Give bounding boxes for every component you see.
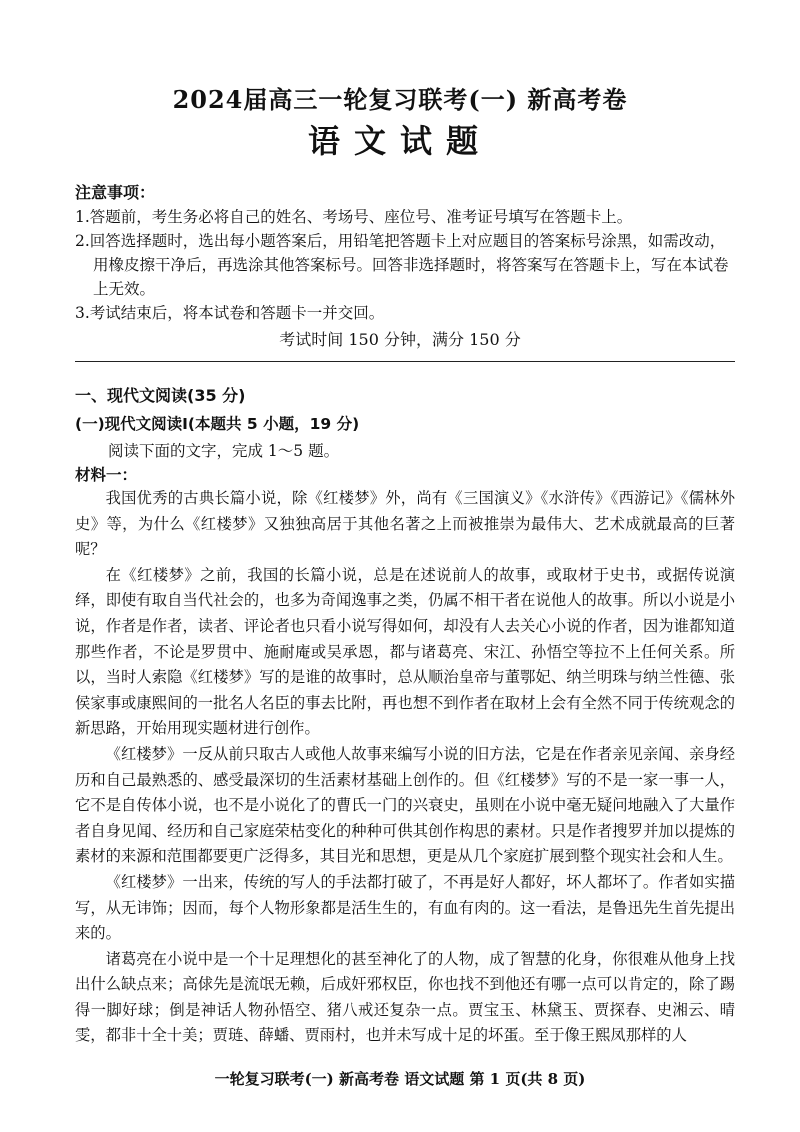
instruction: 阅读下面的文字，完成 1～5 题。: [108, 442, 340, 460]
subsection-heading: (一)现代文阅读Ⅰ(本题共 5 小题，19 分): [75, 415, 360, 433]
notice-item: 用橡皮擦干净后，再选涂其他答案标号。回答非选择题时，将答案写在答题卡上，写在本试卷: [93, 256, 729, 274]
divider: [75, 361, 735, 362]
passage-paragraph: 我国优秀的古典长篇小说，除《红楼梦》外，尚有《三国演义》《水浒传》《西游记》《儒林外史》等，为什么《红楼梦》又独独高居于其他名著之上而被推崇为最伟大、艺术成就最高的巨著呢？: [75, 489, 735, 559]
page-footer: 一轮复习联考(一) 新高考卷 语文试题 第 1 页(共 8 页): [214, 1070, 586, 1088]
notice-list: [75, 205, 735, 325]
exam-title: 2024届高三一轮复习联考(一) 新高考卷: [172, 85, 628, 114]
notice-item: 2.回答选择题时，选出每小题答案后，用铅笔把答题卡上对应题目的答案标号涂黑，如需改动，: [75, 232, 726, 250]
notice-item: 上无效。: [93, 280, 156, 298]
reading-passage: [75, 486, 735, 1049]
material-label: 材料一：: [75, 466, 138, 484]
passage-paragraph: 《红楼梦》一出来，传统的写人的手法都打破了，不再是好人都好，坏人都坏了。作者如实描写，从无讳饰；因而，每个人物形象都是活生生的，有血有肉的。这一看法，是鲁迅先生首先提出来的。: [75, 872, 735, 943]
passage-paragraph: 《红楼梦》一反从前只取古人或他人故事来编写小说的旧方法，它是在作者亲见亲闻、亲身经历和自己最熟悉的、感受最深切的生活素材基础上创作的。但《红楼梦》写的不是一家一事一人，它不是自传体小说，也不是小说化了的曹氏一门的兴衰史，虽则在小说中毫无疑问地融入了大量作者自身见闻、经历和自己家庭荣枯变化的种种可供其创作构思的素材。只是作者搜罗并加以提炼的素材的来源和范围都要更广泛得多，其目光和思想，更是从几个家庭扩展到整个现实社会和人生。: [75, 744, 735, 866]
section-heading: 一、现代文阅读(35 分): [75, 386, 246, 405]
exam-time: 考试时间 150 分钟，满分 150 分: [279, 330, 521, 349]
notice-item: 3.考试结束后，将本试卷和答题卡一并交回。: [75, 304, 385, 322]
notice-heading: 注意事项：: [75, 183, 156, 202]
subject-title: 语文试题: [307, 122, 492, 160]
notice-item: 1.答题前，考生务必将自己的姓名、考场号、座位号、准考证号填写在答题卡上。: [75, 208, 633, 226]
passage-paragraph: 在《红楼梦》之前，我国的长篇小说，总是在述说前人的故事，或取材于史书，或据传说演绎，即使有取自当代社会的，也多为奇闻逸事之类，仍属不相干者在说他人的故事。所以小说是小说，作者是作者，读者、评论者也只看小说写得如何，却没有人去关心小说的作者，因为谁都知道那些作者，不论是罗贯中、施耐庵或吴承恩，都与诸葛亮、宋江、孙悟空等拉不上任何关系。所以，当时人索隐《红楼梦》写的是谁的故事时，总从顺治皇帝与董鄂妃、纳兰明珠与纳兰性德、张侯家事或康熙间的一批名人名臣的事去比附，再也想不到作者在取材上会有全然不同于传统观念的新思路，开始用现实题材进行创作。: [75, 565, 735, 738]
passage-paragraph: 诸葛亮在小说中是一个十足理想化的甚至神化了的人物，成了智慧的化身，你很难从他身上找出什么缺点来；高俅先是流氓无赖，后成奸邪权臣，你也找不到他还有哪一点可以肯定的，除了踢得一脚好球；倒是神话人物孙悟空、猪八戒还复杂一点。贾宝玉、林黛玉、贾探春、史湘云、晴雯，都非十全十美；贾琏、薛蟠、贾雨村，也并未写成十足的坏蛋。至于像王熙凤那样的人: [75, 949, 735, 1045]
